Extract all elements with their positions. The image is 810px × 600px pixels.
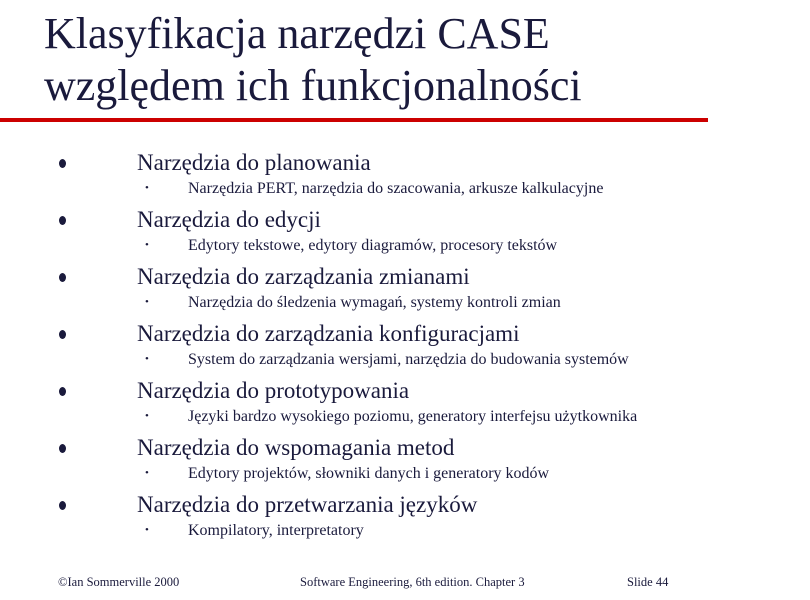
slide-title xyxy=(44,8,784,112)
title-underline-rule xyxy=(0,118,708,122)
bullet-icon xyxy=(59,330,66,339)
list-item-label: Narzędzia do wspomagania metod xyxy=(137,435,455,460)
sub-bullet-icon: • xyxy=(145,239,149,251)
sub-item-label: Języki bardzo wysokiego poziomu, generatory interfejsu użytkownika xyxy=(188,408,638,425)
sub-item-label: System do zarządzania wersjami, narzędzia do budowania systemów xyxy=(188,351,629,368)
list-item xyxy=(0,146,810,203)
sub-bullet-icon: • xyxy=(145,524,149,536)
sub-bullet-icon: • xyxy=(145,182,149,194)
list-item-label: Narzędzia do zarządzania zmianami xyxy=(137,264,470,289)
sub-bullet-icon: • xyxy=(145,296,149,308)
bullet-icon xyxy=(59,444,66,453)
list-item-label: Narzędzia do planowania xyxy=(137,150,371,175)
sub-bullet-icon: • xyxy=(145,467,149,479)
sub-item-label: Edytory tekstowe, edytory diagramów, procesory tekstów xyxy=(188,237,558,254)
list-item-label: Narzędzia do zarządzania konfiguracjami xyxy=(137,321,520,346)
list-item xyxy=(0,203,810,260)
sub-bullet-icon: • xyxy=(145,410,149,422)
footer-copyright: ©Ian Sommerville 2000 xyxy=(58,575,180,589)
list-item xyxy=(0,374,810,431)
footer-slide-number: Slide 44 xyxy=(627,575,669,589)
list-item-label: Narzędzia do prototypowania xyxy=(137,378,410,403)
sub-bullet-icon: • xyxy=(145,353,149,365)
bullet-icon xyxy=(59,387,66,396)
list-item xyxy=(0,488,810,545)
slide-title-line-1: Klasyfikacja narzędzi CASE xyxy=(44,9,550,58)
bullet-icon xyxy=(59,501,66,510)
sub-item-label: Narzędzia do śledzenia wymagań, systemy kontroli zmian xyxy=(188,294,561,311)
list-item-label: Narzędzia do edycji xyxy=(137,207,321,232)
footer-book-title: Software Engineering, 6th edition. Chapter 3 xyxy=(300,575,525,589)
list-item xyxy=(0,431,810,488)
sub-item-label: Kompilatory, interpretatory xyxy=(188,522,364,539)
list-item-label: Narzędzia do przetwarzania języków xyxy=(137,492,478,517)
list-item xyxy=(0,317,810,374)
slide-title-line-2: względem ich funkcjonalności xyxy=(44,61,582,110)
bullet-list xyxy=(0,146,810,545)
bullet-icon xyxy=(59,273,66,282)
sub-item-label: Narzędzia PERT, narzędzia do szacowania, arkusze kalkulacyjne xyxy=(188,180,604,197)
sub-item-label: Edytory projektów, słowniki danych i generatory kodów xyxy=(188,465,550,482)
bullet-icon xyxy=(59,159,66,168)
bullet-icon xyxy=(59,216,66,225)
list-item xyxy=(0,260,810,317)
